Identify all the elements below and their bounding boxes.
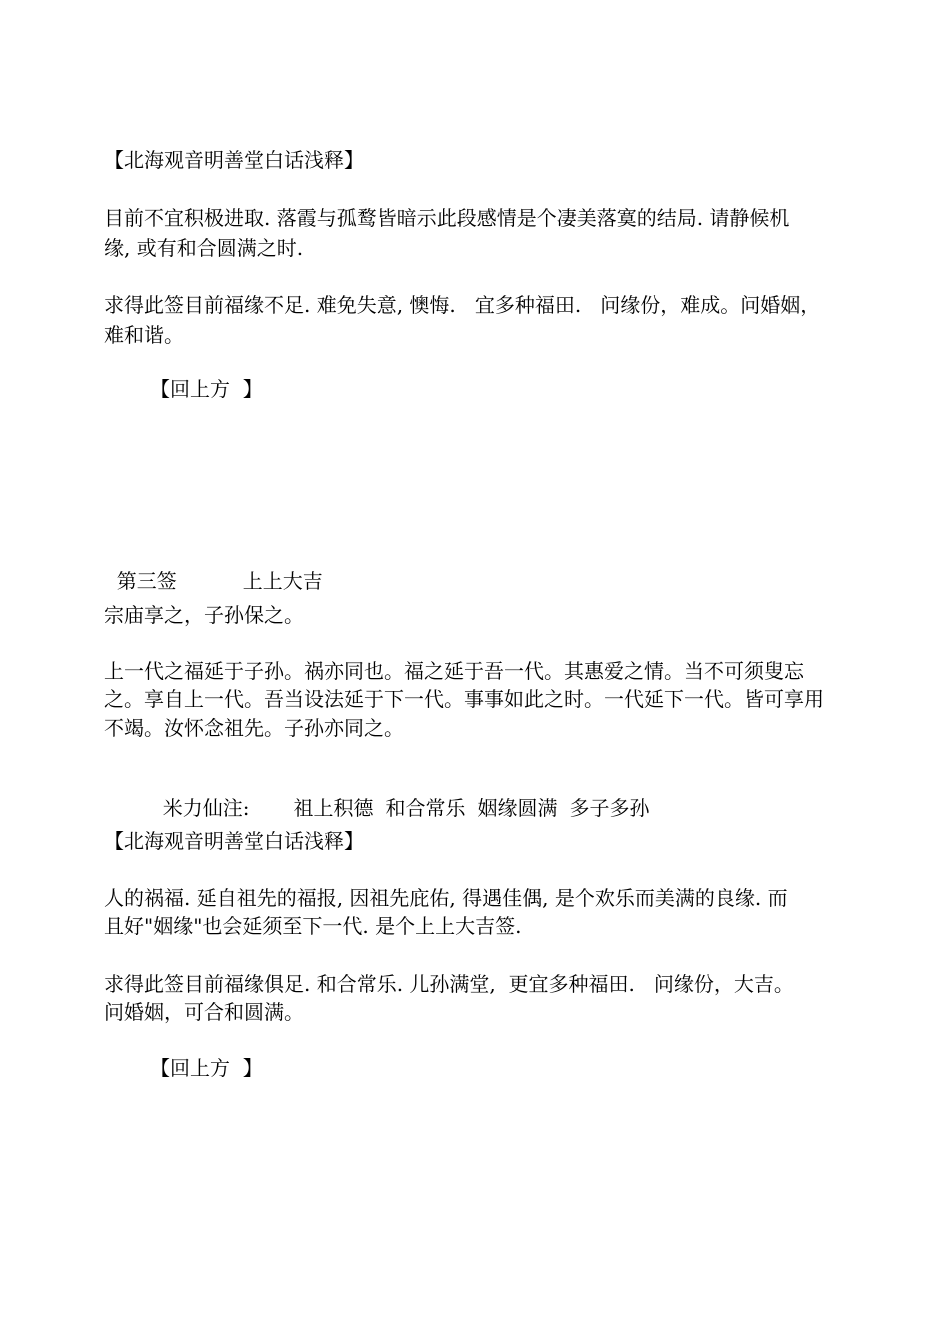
annotation-item: 和合常乐 xyxy=(385,796,466,820)
fortune-line: 问婚姻，可合和圆满。 xyxy=(104,1000,304,1024)
explanation-line: 之。享自上一代。吾当设法延于下一代。事事如此之时。一代延下一代。皆可享用 xyxy=(104,687,824,711)
commentary-line: 目前不宜积极进取. 落霞与孤鹜皆暗示此段感情是个凄美落寞的结局. 请静候机 xyxy=(104,206,790,230)
commentary-line: 且好"姻缘"也会延须至下一代. 是个上上大吉签. xyxy=(104,914,522,938)
lot-number: 第三签 xyxy=(116,569,177,593)
annotation-item: 祖上积德 xyxy=(293,796,374,820)
commentary-line: 缘, 或有和合圆满之时. xyxy=(104,236,304,260)
annotation-item: 姻缘圆满 xyxy=(477,796,558,820)
back-to-top-link[interactable]: 【回上方 】 xyxy=(150,1056,263,1080)
annotation-row xyxy=(150,772,649,820)
back-to-top-link[interactable]: 【回上方 】 xyxy=(150,377,263,401)
explanation-line: 不竭。汝怀念祖先。子孙亦同之。 xyxy=(104,716,404,740)
lot-title xyxy=(104,545,323,593)
fortune-line: 求得此签目前福缘俱足. 和合常乐. 儿孙满堂, 更宜多种福田. 问缘份，大吉。 xyxy=(104,972,794,996)
lot-rank: 上上大吉 xyxy=(242,569,323,593)
annotation-item: 多子多孙 xyxy=(569,796,650,820)
commentary-heading: 【北海观音明善堂白话浅释】 xyxy=(104,829,364,853)
commentary-heading: 【北海观音明善堂白话浅释】 xyxy=(104,148,364,172)
commentary-line: 人的祸福. 延自祖先的福报, 因祖先庇佑, 得遇佳偶, 是个欢乐而美满的良缘. 而 xyxy=(104,886,788,910)
fortune-line: 求得此签目前福缘不足. 难免失意, 懊悔. 宜多种福田. 问缘份，难成。问婚姻， xyxy=(104,293,821,317)
annotation-label: 米力仙注: xyxy=(162,796,250,820)
lot-verse: 宗庙享之，子孙保之。 xyxy=(104,603,304,627)
fortune-line: 难和谐。 xyxy=(104,323,184,347)
explanation-line: 上一代之福延于子孙。祸亦同也。福之延于吾一代。其惠爱之情。当不可须叟忘 xyxy=(104,659,804,683)
